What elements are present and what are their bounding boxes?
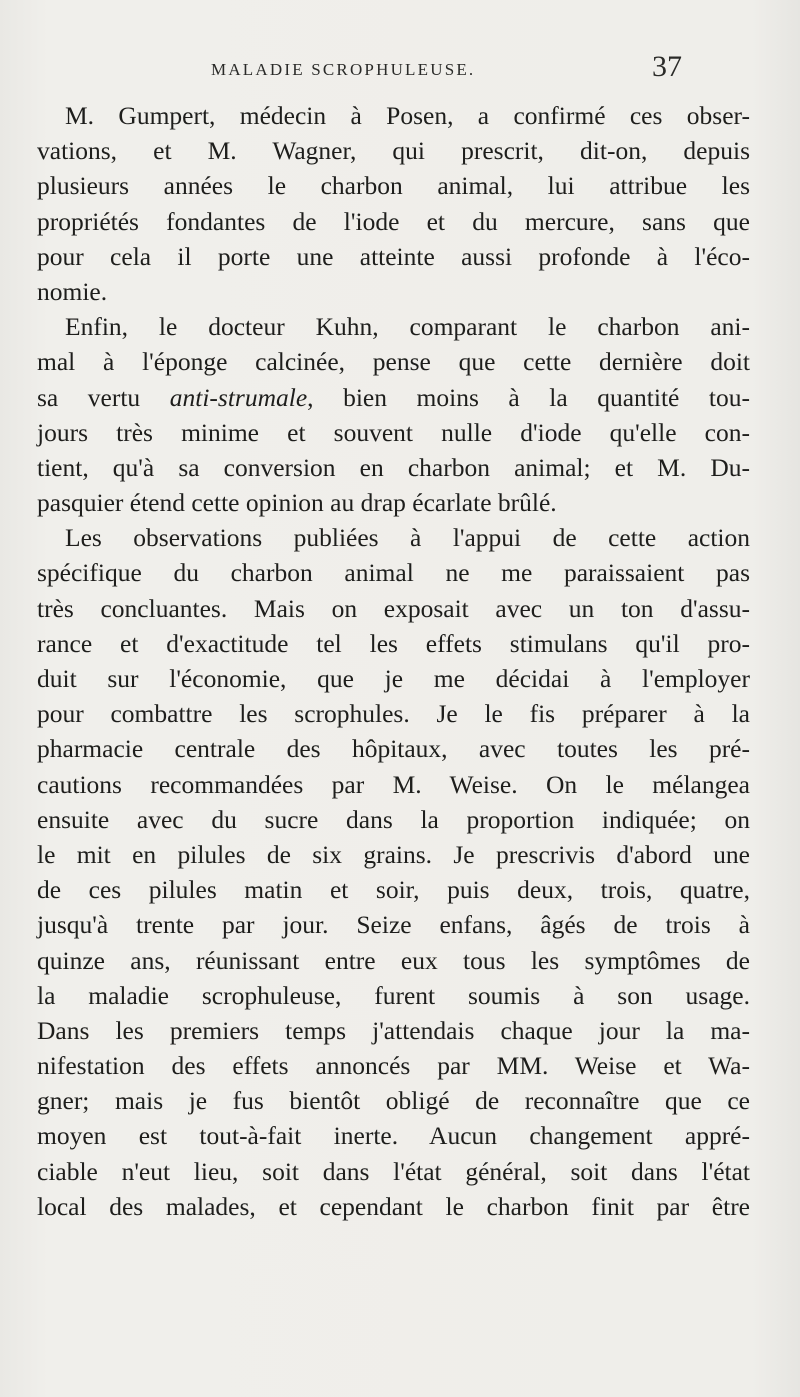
text-line: duit sur l'économie, que je me décidai à l'employer xyxy=(37,664,750,693)
text-line xyxy=(37,380,750,415)
text-line: moyen est tout-à-fait inerte. Aucun changement appré- xyxy=(37,1121,750,1151)
text-line: spécifique du charbon animal ne me paraissaient pas xyxy=(37,558,750,588)
text-line: jusqu'à trente par jour. Seize enfans, âgés de trois à xyxy=(37,910,750,940)
page-number: 37 xyxy=(652,50,682,83)
text-line: mal à l'éponge calcinée, pense que cette dernière doit xyxy=(37,347,750,377)
text-line: pharmacie centrale des hôpitaux, avec toutes les pré- xyxy=(37,734,750,764)
text-line: plusieurs années le charbon animal, lui attribue les xyxy=(37,171,750,201)
text-line: la maladie scrophuleuse, furent soumis à son usage. xyxy=(37,980,750,1010)
text-line: Dans les premiers temps j'attendais chaque jour la ma- xyxy=(37,1015,750,1045)
text-line: tient, qu'à sa conversion en charbon animal; et M. Du- xyxy=(37,452,750,482)
text-line: propriétés fondantes de l'iode et du mercure, sans que xyxy=(37,206,750,236)
text-line: cautions recommandées par M. Weise. On le mélangea xyxy=(37,769,750,799)
text-segment: , bien moins à la quantité tou- xyxy=(307,382,750,412)
text-line: quinze ans, réunissant entre eux tous les symptômes de xyxy=(37,945,750,975)
text-line: local des malades, et cependant le charbon finit par être xyxy=(37,1191,750,1221)
text-line: pasquier étend cette opinion au drap écarlate brûlé. xyxy=(37,488,557,518)
text-line: très concluantes. Mais on exposait avec un ton d'assu- xyxy=(37,593,750,623)
text-line: vations, et M. Wagner, qui prescrit, dit-on, depuis xyxy=(37,136,750,166)
text-line: pour cela il porte une atteinte aussi profonde à l'éco- xyxy=(37,241,750,271)
text-line: pour combattre les scrophules. Je le fis préparer à la xyxy=(37,699,750,729)
text-line: Les observations publiées à l'appui de cette action xyxy=(65,523,750,553)
text-line: nomie. xyxy=(37,276,108,306)
running-title: MALADIE SCROPHULEUSE. xyxy=(211,60,476,79)
text-line: jours très minime et souvent nulle d'iode qu'elle con- xyxy=(37,417,750,447)
text-line: M. Gumpert, médecin à Posen, a confirmé ces obser- xyxy=(65,101,750,130)
text-line: rance et d'exactitude tel les effets stimulans qu'il pro- xyxy=(37,628,750,658)
text-line: Enfin, le docteur Kuhn, comparant le charbon ani- xyxy=(65,312,750,342)
text-line: ensuite avec du sucre dans la proportion indiquée; on xyxy=(37,804,750,834)
body-text xyxy=(37,98,750,1224)
italic-term: anti-strumale xyxy=(169,382,308,412)
text-line: de ces pilules matin et soir, puis deux, trois, quatre, xyxy=(37,875,750,905)
text-line: gner; mais je fus bientôt obligé de reconnaître que ce xyxy=(37,1086,750,1116)
text-segment: sa vertu xyxy=(37,382,170,412)
text-line: le mit en pilules de six grains. Je prescrivis d'abord une xyxy=(37,839,750,869)
text-line: nifestation des effets annoncés par MM. Weise et Wa- xyxy=(37,1051,750,1081)
text-line: ciable n'eut lieu, soit dans l'état général, soit dans l'état xyxy=(37,1156,750,1186)
